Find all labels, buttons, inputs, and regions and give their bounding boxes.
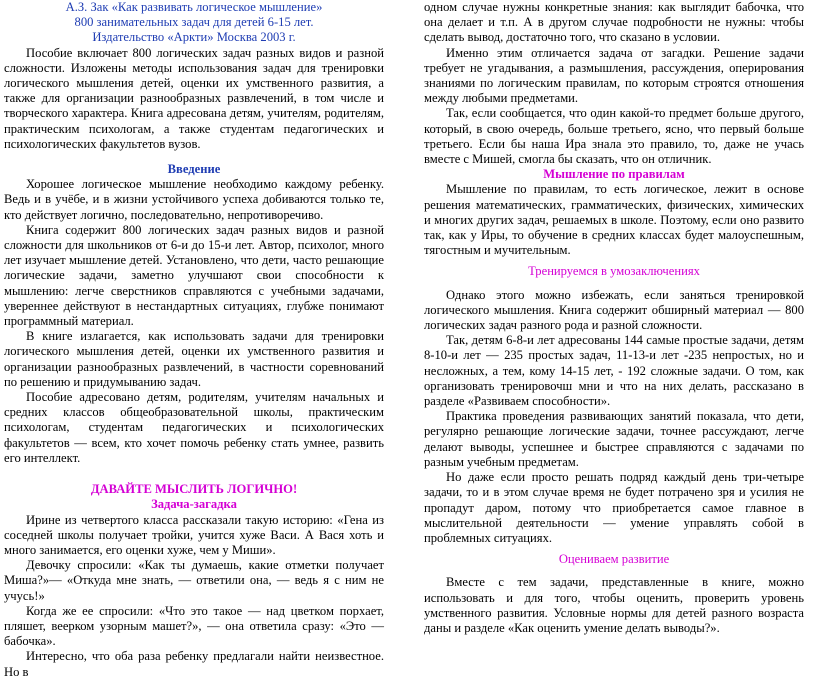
paragraph: Интересно, что оба раза ребенку предлагали найти неизвестное. Но в xyxy=(4,649,384,679)
paragraph: Однако этого можно избежать, если заняться тренировкой логического мышления. Книга содержит обширный материал — 800 логических задач разного рода и разной сложности. xyxy=(424,287,804,333)
paragraph: Хорошее логическое мышление необходимо каждому ребенку. Ведь и в учёбе, и в жизни устойчивого успеха добиваются только те, кто действует логично, последовательно, непротиворечиво. xyxy=(4,177,384,222)
paragraph: Так, детям 6-8-и лет адресованы 144 самые простые задачи, детям 8-10-и лет — 235 простых задач, 11-13-и лет -235 непростых, но и несложных, а тем, кому 14-15 лет, - 192 сложные задачи. О том, как организовать тренировочш мни и что на них делать, рассказано в разделе «Развиваем способности». xyxy=(424,333,804,409)
paragraph: одном случае нужны конкретные знания: как выглядит бабочка, что она делает и т.п. А в другом случае подробности не нужны: чтобы сделать вывод, достаточно того, что сказано в условии. xyxy=(424,0,804,45)
paragraph: Ирине из четвертого класса рассказали такую историю: «Гена из соседней школы получает тройки, учится хуже Васи. А Вася хоть и много занимается, его оценки хуже, чем у Миши». xyxy=(4,512,384,557)
left-column xyxy=(4,0,384,680)
heading-thinking-by-rules: Мышление по правилам xyxy=(543,167,685,182)
paragraph: Практика проведения развивающих занятий показала, что дети, регулярно решающие логические задачи, точнее рассуждают, легче делают выводы, успешнее и быстрее справляются с задачами по разным учебным предметам. xyxy=(424,409,804,469)
paragraph: Пособие адресовано детям, родителям, учителям начальных и средних классов общеобразовательной школы, практическим психологам, студентам педагогических и психологических факультетов — всем, кто хочет помочь ребенку стать умнее, развить его интеллект. xyxy=(4,390,384,465)
paragraph: Когда же ее спросили: «Что это такое — над цветком порхает, пляшет, веерком узорным машет?», — она ответила сразу: «Это — бабочка». xyxy=(4,603,384,649)
intro-paragraph: Пособие включает 800 логических задач разных видов и разной сложности. Изложены методы использования задач для тренировки логического мышления детей, оценки их умственного развития, а также для организации разнообразных развлечений, в том числе и творческого характера. Книга адресована детям, учителям, родителям, практическим психологам, а также студентам педагогических и психологических факультетов вузов. xyxy=(4,45,384,151)
paragraph: Вместе с тем задачи, представленные в книге, можно использовать и для того, чтобы оценить, проверить уровень умственного развития. Условные нормы для детей разного возраста даны и разделе «Как оценить умение делать выводы?». xyxy=(424,575,804,635)
paragraph: Девочку спросили: «Как ты думаешь, какие отметки получает Миша?»— «Откуда мне знать, — ответили она, — ведь я с ним не учусь!» xyxy=(4,558,384,603)
heading-evaluating-development: Оцениваем развитие xyxy=(558,552,670,567)
paragraph: Так, если сообщается, что один какой-то предмет больше другого, который, в свою очередь, больше третьего, ясно, что первый больше третьего. Если бы наша Ира знала это правило, то, даже не учась вместе с Мишей, смогла бы сказать, что он отличник. xyxy=(424,106,804,167)
paragraph: В книге излагается, как использовать задачи для тренировки логического мышления детей, оценки их умственного развития и организации разнообразных развлечений, в частности соревнований по решению и придумыванию задач. xyxy=(4,329,384,389)
paragraph: Но даже если просто решать подряд каждый день три-четыре задачи, то и в этом случае время не будет потрачено зря и усилия не пропадут даром, потому что приобретается самое главное в мыслительной деятельности — умение управлять собой в проблемных ситуациях. xyxy=(424,470,804,545)
heading-lets-think-logically: ДАВАЙТЕ МЫСЛИТЬ ЛОГИЧНО! xyxy=(90,482,298,497)
heading-introduction: Введение xyxy=(167,162,221,177)
paragraph: Мышление по правилам, то есть логическое, лежит в основе решения математических, грамматических, физических, химических и многих других задач, решаемых в школе. Поэтому, если оно развито так, как у Иры, то обучение в средних классах будет малоуспешным, тягостным и мучительным. xyxy=(424,182,804,258)
paragraph: Книга содержит 800 логических задач разных видов и разной сложности для школьников от 6-и до 15-и лет. Автор, психолог, много лет изучает мышление детей. Установлено, что дети, часто решающие логические задачи, заметно улучшают свои способности к мышлению: легче сверстников справляются с учебными задачами, увереннее действуют в нестандартных ситуациях, глубже понимают программный материал. xyxy=(4,222,384,329)
heading-riddle-task: Задача-загадка xyxy=(151,497,237,512)
heading-training-inferences: Тренируемся в умозаключениях xyxy=(528,264,700,279)
book-author-title: А.З. Зак «Как развивать логическое мышление» xyxy=(65,0,323,14)
paragraph: Именно этим отличается задача от загадки. Решение задачи требует не угадывания, а размышления, рассуждения, оперирования знаниями по логическим правилам, по которым строятся отношения между любыми предметами. xyxy=(424,45,804,106)
right-column xyxy=(424,0,804,636)
book-publisher: Издательство «Аркти» Москва 2003 г. xyxy=(92,30,296,45)
book-subtitle: 800 занимательных задач для детей 6-15 лет. xyxy=(74,15,314,30)
